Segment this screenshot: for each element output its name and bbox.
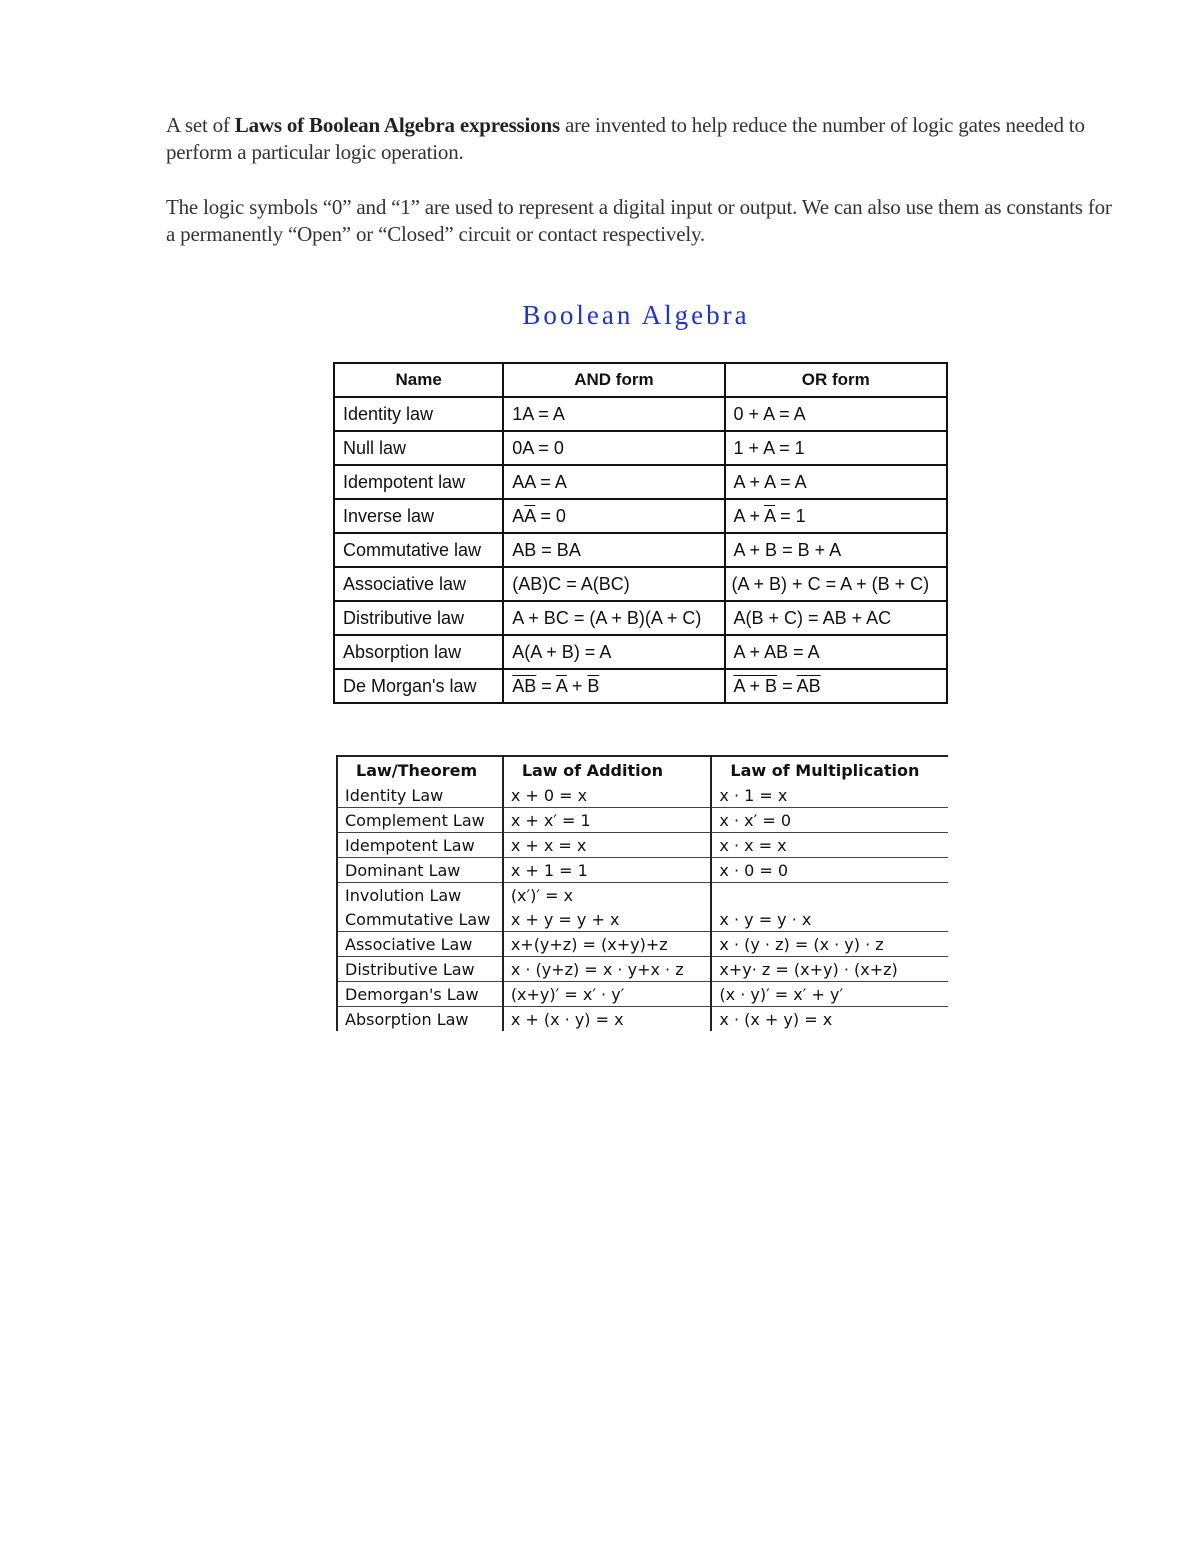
law-name: Distributive Law	[337, 957, 503, 982]
or-term-negated: $\overline{A}$	[796, 675, 809, 696]
table-row	[337, 957, 948, 982]
table-row	[337, 883, 948, 908]
header-and-form: AND form	[503, 363, 724, 397]
plus-sign: +	[566, 675, 588, 696]
or-form: 1 + A = 1	[725, 431, 947, 465]
and-form: A(A + B) = A	[503, 635, 724, 669]
and-form: 0A = 0	[503, 431, 724, 465]
and-form	[503, 499, 724, 533]
addition-form: x + (x · y) = x	[503, 1007, 712, 1032]
multiplication-form: x · (y · z) = (x · y) · z	[711, 932, 948, 957]
law-name: Identity law	[334, 397, 503, 431]
multiplication-form	[711, 883, 948, 908]
or-term-negated: $\overline{B}$	[808, 675, 821, 696]
law-theorem-table	[336, 755, 948, 1031]
header-name: Name	[334, 363, 503, 397]
or-form: A + A = A	[725, 465, 947, 499]
law-name: Commutative Law	[337, 907, 503, 932]
table-row	[334, 465, 947, 499]
header-law-multiplication: Law of Multiplication	[711, 756, 948, 783]
or-form: 0 + A = A	[725, 397, 947, 431]
multiplication-form: x · y = y · x	[711, 907, 948, 932]
equals-sign: =	[536, 675, 556, 696]
header-or-form: OR form	[725, 363, 947, 397]
multiplication-form: x · x′ = 0	[711, 808, 948, 833]
and-term: A	[512, 505, 525, 526]
table-row	[334, 601, 947, 635]
and-term-negated: $\overline{B}$	[587, 675, 600, 696]
multiplication-form: (x · y)′ = x′ + y′	[711, 982, 948, 1007]
intro-paragraph-2: The logic symbols “0” and “1” are used to represent a digital input or output. We can also use them as constants for a permanently “Open” or “Closed” circuit or contact respectively.	[166, 195, 1112, 246]
multiplication-form: x · x = x	[711, 833, 948, 858]
table-row	[337, 858, 948, 883]
and-form: (AB)C = A(BC)	[503, 567, 724, 601]
law-name: Absorption law	[334, 635, 503, 669]
boolean-laws-table	[333, 362, 948, 704]
and-form: AB = BA	[503, 533, 724, 567]
table-row	[334, 431, 947, 465]
multiplication-form: x · (x + y) = x	[711, 1007, 948, 1032]
multiplication-form: x+y· z = (x+y) · (x+z)	[711, 957, 948, 982]
table-row	[337, 1007, 948, 1032]
and-form: AA = A	[503, 465, 724, 499]
law-name: Demorgan's Law	[337, 982, 503, 1007]
intro-paragraph-1	[166, 112, 1116, 166]
law-name: Inverse law	[334, 499, 503, 533]
or-form: A(B + C) = AB + AC	[725, 601, 947, 635]
table-row	[334, 669, 947, 703]
law-name: Idempotent Law	[337, 833, 503, 858]
intro-p1-post: are invented to help reduce the number of logic gates needed to perform a particular logic operation.	[166, 113, 1085, 164]
intro-p1-pre: A set of	[166, 113, 235, 137]
law-name: Absorption Law	[337, 1007, 503, 1032]
or-form: A + AB = A	[725, 635, 947, 669]
addition-form: x + y = y + x	[503, 907, 712, 932]
header-law-theorem: Law/Theorem	[337, 756, 503, 783]
law-name: Complement Law	[337, 808, 503, 833]
or-term-negated: $\overline{A}$	[764, 505, 776, 526]
or-form	[725, 499, 947, 533]
law-name: Dominant Law	[337, 858, 503, 883]
or-term: A +	[733, 505, 765, 526]
and-term-negated: $\overline{A}$	[524, 505, 536, 526]
and-form	[503, 669, 724, 703]
law-name: Associative Law	[337, 932, 503, 957]
law-name: Identity Law	[337, 783, 503, 808]
and-form: 1A = A	[503, 397, 724, 431]
law-name: Distributive law	[334, 601, 503, 635]
table-row	[334, 533, 947, 567]
and-term-negated: $\overline{A}$	[555, 675, 567, 696]
addition-form: x+(y+z) = (x+y)+z	[503, 932, 712, 957]
multiplication-form: x · 1 = x	[711, 783, 948, 808]
table-row	[337, 833, 948, 858]
addition-form: x + 1 = 1	[503, 858, 712, 883]
table-header-row	[334, 363, 947, 397]
table-row	[337, 932, 948, 957]
addition-form: x · (y+z) = x · y+x · z	[503, 957, 712, 982]
law-name: Idempotent law	[334, 465, 503, 499]
law-name: Null law	[334, 431, 503, 465]
or-form	[725, 669, 947, 703]
table-row	[334, 635, 947, 669]
or-term-negated: A + B	[733, 675, 778, 696]
page-title: Boolean Algebra	[522, 300, 750, 330]
header-law-addition: Law of Addition	[503, 756, 712, 783]
addition-form: x + 0 = x	[503, 783, 712, 808]
or-form: A + B = B + A	[725, 533, 947, 567]
table-row	[334, 397, 947, 431]
addition-form: x + x′ = 1	[503, 808, 712, 833]
addition-form: (x+y)′ = x′ · y′	[503, 982, 712, 1007]
table-row	[334, 567, 947, 601]
table-row	[337, 808, 948, 833]
multiplication-form: x · 0 = 0	[711, 858, 948, 883]
addition-form: (x′)′ = x	[503, 883, 712, 908]
table-row	[337, 982, 948, 1007]
and-term-negated: $\overline{AB}$	[512, 675, 537, 696]
table-row	[337, 907, 948, 932]
equals-sign: =	[777, 675, 797, 696]
or-result: = 1	[775, 505, 806, 526]
or-form: (A + B) + C = A + (B + C)	[725, 567, 947, 601]
and-form: A + BC = (A + B)(A + C)	[503, 601, 724, 635]
table-header-row	[337, 756, 948, 783]
table-row	[337, 783, 948, 808]
addition-form: x + x = x	[503, 833, 712, 858]
table-row	[334, 499, 947, 533]
law-name: Commutative law	[334, 533, 503, 567]
law-name: De Morgan's law	[334, 669, 503, 703]
and-result: = 0	[535, 505, 566, 526]
law-name: Associative law	[334, 567, 503, 601]
intro-p1-bold: Laws of Boolean Algebra expressions	[234, 113, 560, 137]
law-name: Involution Law	[337, 883, 503, 908]
